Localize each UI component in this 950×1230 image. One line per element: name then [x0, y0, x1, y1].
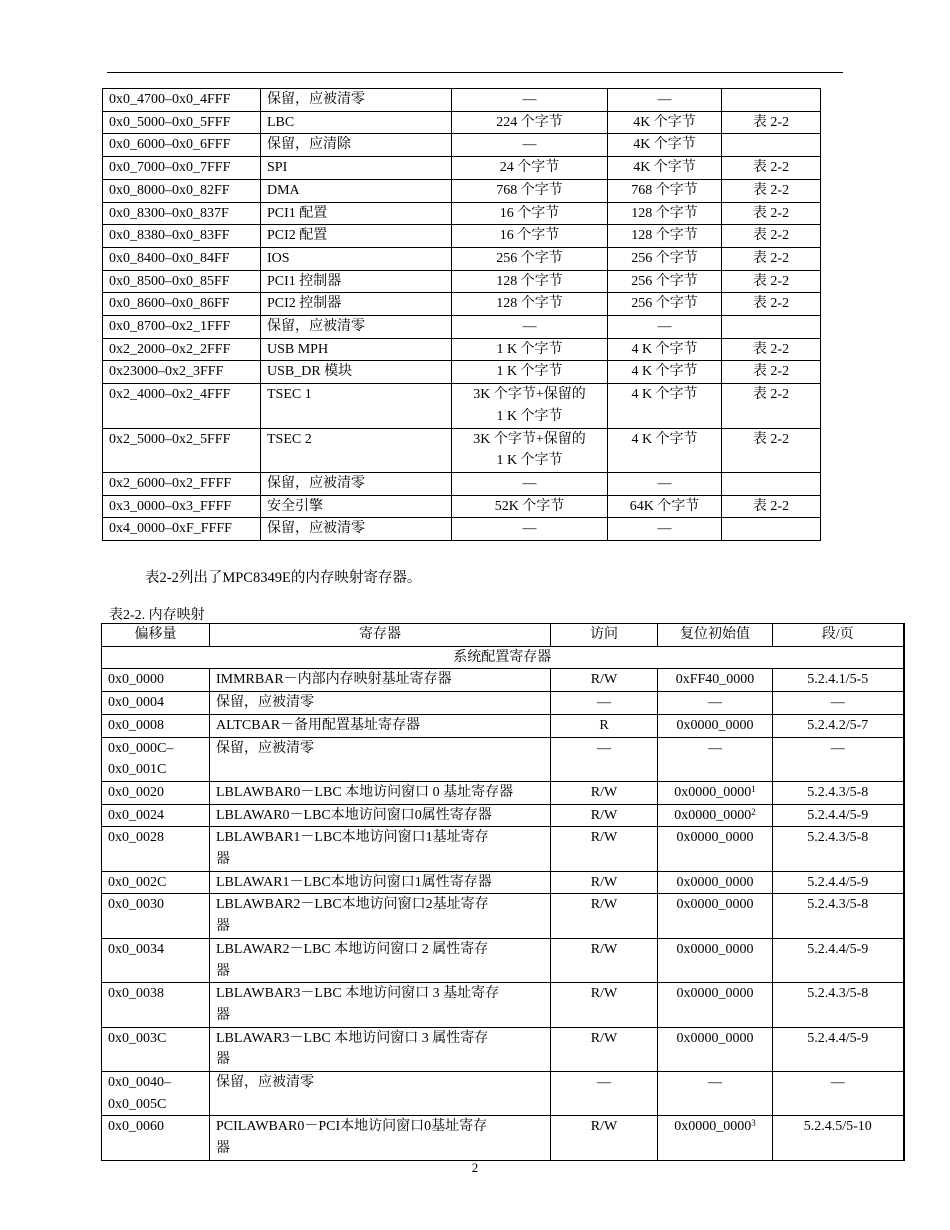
- allocated-size: —: [608, 518, 722, 541]
- address-map-table: [102, 88, 821, 541]
- reset-value: 0x0000_0000: [676, 830, 754, 846]
- address-range: 0x0_8600–0x0_86FF: [103, 293, 261, 316]
- address-range: 0x0_7000–0x0_7FFF: [103, 157, 261, 180]
- table-row: [103, 270, 821, 293]
- register-cell: 保留，应被清零: [210, 1072, 551, 1116]
- section-page-cell: —: [773, 692, 904, 715]
- block-name: 保留，应被清零: [261, 89, 452, 112]
- block-name: USB MPH: [261, 338, 452, 361]
- table-row: [103, 293, 821, 316]
- reference: 表 2-2: [722, 202, 821, 225]
- reset-value-cell: [658, 692, 773, 715]
- used-size: 3K 个字节+保留的 1 K 个字节: [452, 384, 608, 428]
- reference: 表 2-2: [722, 384, 821, 428]
- allocated-size: 4K 个字节: [608, 134, 722, 157]
- access-cell: —: [551, 737, 658, 781]
- table-row: [102, 938, 904, 982]
- footnote-marker: 2: [751, 806, 756, 817]
- offset-cell: 0x0_003C: [102, 1027, 210, 1071]
- reset-value-cell: [658, 781, 773, 804]
- table-row: [103, 338, 821, 361]
- reference: 表 2-2: [722, 157, 821, 180]
- offset-cell: 0x0_0060: [102, 1116, 210, 1160]
- reset-value-cell: [658, 1116, 773, 1160]
- address-range: 0x0_8380–0x0_83FF: [103, 225, 261, 248]
- block-name: USB_DR 模块: [261, 361, 452, 384]
- intro-paragraph: 表2-2列出了MPC8349E的内存映射寄存器。: [145, 570, 422, 586]
- used-size: 24 个字节: [452, 157, 608, 180]
- reference: 表 2-2: [722, 179, 821, 202]
- block-name: PCI1 控制器: [261, 270, 452, 293]
- section-row: [102, 646, 904, 669]
- section-page-cell: 5.2.4.2/5-7: [773, 714, 904, 737]
- used-size: 16 个字节: [452, 202, 608, 225]
- offset-cell: 0x0_002C: [102, 871, 210, 894]
- reference: 表 2-2: [722, 293, 821, 316]
- section-page-cell: —: [773, 1072, 904, 1116]
- section-page-cell: —: [773, 737, 904, 781]
- used-size: 16 个字节: [452, 225, 608, 248]
- access-cell: R/W: [551, 804, 658, 827]
- offset-cell: 0x0_0024: [102, 804, 210, 827]
- used-size: 256 个字节: [452, 247, 608, 270]
- reset-value: 0x0000_0000: [674, 784, 752, 800]
- section-page-cell: 5.2.4.4/5-9: [773, 871, 904, 894]
- register-cell: LBLAWBAR0－LBC 本地访问窗口 0 基址寄存器: [210, 781, 551, 804]
- access-cell: R/W: [551, 938, 658, 982]
- table-row: [103, 361, 821, 384]
- allocated-size: 4 K 个字节: [608, 338, 722, 361]
- used-size: —: [452, 89, 608, 112]
- table-row: [102, 737, 904, 781]
- table-caption: 表2-2. 内存映射: [109, 608, 205, 623]
- allocated-size: 4 K 个字节: [608, 361, 722, 384]
- register-cell: IMMRBAR－内部内存映射基址寄存器: [210, 669, 551, 692]
- reference: 表 2-2: [722, 270, 821, 293]
- reference: 表 2-2: [722, 495, 821, 518]
- address-range: 0x0_8000–0x0_82FF: [103, 179, 261, 202]
- block-name: PCI2 控制器: [261, 293, 452, 316]
- register-cell: LBLAWBAR3－LBC 本地访问窗口 3 基址寄存 器: [210, 983, 551, 1027]
- allocated-size: 256 个字节: [608, 293, 722, 316]
- reset-value: —: [708, 1075, 722, 1091]
- table-row: [102, 804, 904, 827]
- header-rule: [107, 72, 843, 73]
- reset-value: 0x0000_0000: [676, 874, 754, 890]
- table-row: [103, 518, 821, 541]
- reset-value: 0x0000_0000: [676, 941, 754, 957]
- used-size: 1 K 个字节: [452, 361, 608, 384]
- address-range: 0x4_0000–0xF_FFFF: [103, 518, 261, 541]
- table-row: [103, 157, 821, 180]
- register-cell: 保留，应被清零: [210, 737, 551, 781]
- block-name: 保留，应被清零: [261, 518, 452, 541]
- used-size: 768 个字节: [452, 179, 608, 202]
- offset-cell: 0x0_0030: [102, 894, 210, 938]
- address-range: 0x0_6000–0x0_6FFF: [103, 134, 261, 157]
- used-size: —: [452, 316, 608, 339]
- block-name: PCI1 配置: [261, 202, 452, 225]
- reference: 表 2-2: [722, 247, 821, 270]
- table-row: [102, 871, 904, 894]
- reference: 表 2-2: [722, 428, 821, 472]
- reference: 表 2-2: [722, 338, 821, 361]
- register-cell: LBLAWBAR2－LBC本地访问窗口2基址寄存 器: [210, 894, 551, 938]
- table-header-row: [102, 624, 904, 647]
- reset-value: 0x0000_0000: [676, 1030, 754, 1046]
- access-cell: R: [551, 714, 658, 737]
- allocated-size: 256 个字节: [608, 247, 722, 270]
- allocated-size: 4 K 个字节: [608, 384, 722, 428]
- address-range: 0x0_5000–0x0_5FFF: [103, 111, 261, 134]
- block-name: IOS: [261, 247, 452, 270]
- used-size: 3K 个字节+保留的 1 K 个字节: [452, 428, 608, 472]
- block-name: TSEC 2: [261, 428, 452, 472]
- block-name: 保留，应被清零: [261, 472, 452, 495]
- header-reset-value: 复位初始值: [658, 624, 773, 647]
- table-row: [102, 714, 904, 737]
- reference: [722, 316, 821, 339]
- address-range: 0x2_5000–0x2_5FFF: [103, 428, 261, 472]
- used-size: —: [452, 472, 608, 495]
- reset-value: 0x0000_0000: [676, 897, 754, 913]
- register-cell: LBLAWAR3－LBC 本地访问窗口 3 属性寄存 器: [210, 1027, 551, 1071]
- block-name: 安全引擎: [261, 495, 452, 518]
- used-size: 128 个字节: [452, 270, 608, 293]
- address-range: 0x0_8400–0x0_84FF: [103, 247, 261, 270]
- block-name: DMA: [261, 179, 452, 202]
- table-row: [102, 894, 904, 938]
- page-number: 2: [471, 1160, 479, 1175]
- reset-value: 0xFF40_0000: [675, 672, 755, 688]
- address-range: 0x0_8700–0x2_1FFF: [103, 316, 261, 339]
- offset-cell: 0x0_0040– 0x0_005C: [102, 1072, 210, 1116]
- reset-value-cell: [658, 871, 773, 894]
- header-section-page: 段/页: [773, 624, 904, 647]
- used-size: 52K 个字节: [452, 495, 608, 518]
- reference: 表 2-2: [722, 111, 821, 134]
- reset-value-cell: [658, 1027, 773, 1071]
- reset-value-cell: [658, 827, 773, 871]
- allocated-size: —: [608, 472, 722, 495]
- section-page-cell: 5.2.4.3/5-8: [773, 827, 904, 871]
- register-cell: LBLAWAR1－LBC本地访问窗口1属性寄存器: [210, 871, 551, 894]
- allocated-size: 4K 个字节: [608, 157, 722, 180]
- table-row: [103, 134, 821, 157]
- allocated-size: 4K 个字节: [608, 111, 722, 134]
- header-access: 访问: [551, 624, 658, 647]
- offset-cell: 0x0_0020: [102, 781, 210, 804]
- access-cell: R/W: [551, 1116, 658, 1160]
- reset-value-cell: [658, 737, 773, 781]
- address-range: 0x3_0000–0x3_FFFF: [103, 495, 261, 518]
- table-row: [103, 89, 821, 112]
- table-row: [103, 472, 821, 495]
- section-page-cell: 5.2.4.3/5-8: [773, 983, 904, 1027]
- access-cell: R/W: [551, 669, 658, 692]
- table-row: [103, 428, 821, 472]
- table-row: [102, 827, 904, 871]
- access-cell: R/W: [551, 781, 658, 804]
- offset-cell: 0x0_0004: [102, 692, 210, 715]
- used-size: 1 K 个字节: [452, 338, 608, 361]
- table-row: [102, 1027, 904, 1071]
- allocated-size: 64K 个字节: [608, 495, 722, 518]
- block-name: 保留，应被清零: [261, 316, 452, 339]
- access-cell: R/W: [551, 983, 658, 1027]
- allocated-size: 256 个字节: [608, 270, 722, 293]
- reset-value-cell: [658, 804, 773, 827]
- table-row: [102, 1116, 904, 1160]
- reset-value-cell: [658, 714, 773, 737]
- address-range: 0x2_4000–0x2_4FFF: [103, 384, 261, 428]
- header-offset: 偏移量: [102, 624, 210, 647]
- register-cell: ALTCBAR－备用配置基址寄存器: [210, 714, 551, 737]
- table-row: [103, 202, 821, 225]
- reset-value: 0x0000_0000: [676, 717, 754, 733]
- block-name: 保留，应清除: [261, 134, 452, 157]
- access-cell: R/W: [551, 1027, 658, 1071]
- allocated-size: —: [608, 316, 722, 339]
- reference: [722, 89, 821, 112]
- address-range: 0x0_4700–0x0_4FFF: [103, 89, 261, 112]
- reset-value: —: [708, 740, 722, 756]
- used-size: —: [452, 518, 608, 541]
- table-row: [103, 179, 821, 202]
- access-cell: —: [551, 1072, 658, 1116]
- table-row: [103, 111, 821, 134]
- offset-cell: 0x0_0028: [102, 827, 210, 871]
- access-cell: —: [551, 692, 658, 715]
- access-cell: R/W: [551, 827, 658, 871]
- table-row: [102, 692, 904, 715]
- table-row: [102, 781, 904, 804]
- offset-cell: 0x0_0034: [102, 938, 210, 982]
- reset-value-cell: [658, 894, 773, 938]
- block-name: TSEC 1: [261, 384, 452, 428]
- reset-value: 0x0000_0000: [674, 1119, 752, 1135]
- address-range: 0x23000–0x2_3FFF: [103, 361, 261, 384]
- allocated-size: 128 个字节: [608, 225, 722, 248]
- table-row: [103, 225, 821, 248]
- section-page-cell: 5.2.4.5/5-10: [773, 1116, 904, 1160]
- block-name: LBC: [261, 111, 452, 134]
- section-page-cell: 5.2.4.3/5-8: [773, 781, 904, 804]
- register-cell: PCILAWBAR0－PCI本地访问窗口0基址寄存 器: [210, 1116, 551, 1160]
- block-name: PCI2 配置: [261, 225, 452, 248]
- offset-cell: 0x0_0038: [102, 983, 210, 1027]
- allocated-size: 128 个字节: [608, 202, 722, 225]
- block-name: SPI: [261, 157, 452, 180]
- reference: 表 2-2: [722, 361, 821, 384]
- footnote-marker: 1: [751, 783, 756, 794]
- reset-value: 0x0000_0000: [676, 986, 754, 1002]
- table-row: [102, 983, 904, 1027]
- memory-map-table: [101, 623, 905, 1161]
- allocated-size: 4 K 个字节: [608, 428, 722, 472]
- address-range: 0x2_2000–0x2_2FFF: [103, 338, 261, 361]
- address-range: 0x0_8300–0x0_837F: [103, 202, 261, 225]
- section-title: 系统配置寄存器: [102, 646, 904, 669]
- table-row: [103, 495, 821, 518]
- allocated-size: —: [608, 89, 722, 112]
- section-page-cell: 5.2.4.3/5-8: [773, 894, 904, 938]
- reset-value-cell: [658, 938, 773, 982]
- reset-value-cell: [658, 669, 773, 692]
- header-register: 寄存器: [210, 624, 551, 647]
- offset-cell: 0x0_000C– 0x0_001C: [102, 737, 210, 781]
- table-row: [102, 1072, 904, 1116]
- reference: [722, 472, 821, 495]
- reset-value-cell: [658, 1072, 773, 1116]
- access-cell: R/W: [551, 894, 658, 938]
- table-row: [102, 669, 904, 692]
- reset-value: 0x0000_0000: [674, 807, 752, 823]
- section-page-cell: 5.2.4.1/5-5: [773, 669, 904, 692]
- register-cell: 保留，应被清零: [210, 692, 551, 715]
- footnote-marker: 3: [751, 1118, 756, 1129]
- table-row: [103, 384, 821, 428]
- access-cell: R/W: [551, 871, 658, 894]
- reference: 表 2-2: [722, 225, 821, 248]
- reset-value: —: [708, 695, 722, 711]
- register-cell: LBLAWAR2－LBC 本地访问窗口 2 属性寄存 器: [210, 938, 551, 982]
- address-range: 0x0_8500–0x0_85FF: [103, 270, 261, 293]
- reset-value-cell: [658, 983, 773, 1027]
- table-row: [103, 316, 821, 339]
- register-cell: LBLAWBAR1－LBC本地访问窗口1基址寄存 器: [210, 827, 551, 871]
- address-range: 0x2_6000–0x2_FFFF: [103, 472, 261, 495]
- used-size: 224 个字节: [452, 111, 608, 134]
- offset-cell: 0x0_0000: [102, 669, 210, 692]
- reference: [722, 134, 821, 157]
- section-page-cell: 5.2.4.4/5-9: [773, 1027, 904, 1071]
- used-size: 128 个字节: [452, 293, 608, 316]
- used-size: —: [452, 134, 608, 157]
- offset-cell: 0x0_0008: [102, 714, 210, 737]
- reference: [722, 518, 821, 541]
- allocated-size: 768 个字节: [608, 179, 722, 202]
- section-page-cell: 5.2.4.4/5-9: [773, 804, 904, 827]
- section-page-cell: 5.2.4.4/5-9: [773, 938, 904, 982]
- table-row: [103, 247, 821, 270]
- register-cell: LBLAWAR0－LBC本地访问窗口0属性寄存器: [210, 804, 551, 827]
